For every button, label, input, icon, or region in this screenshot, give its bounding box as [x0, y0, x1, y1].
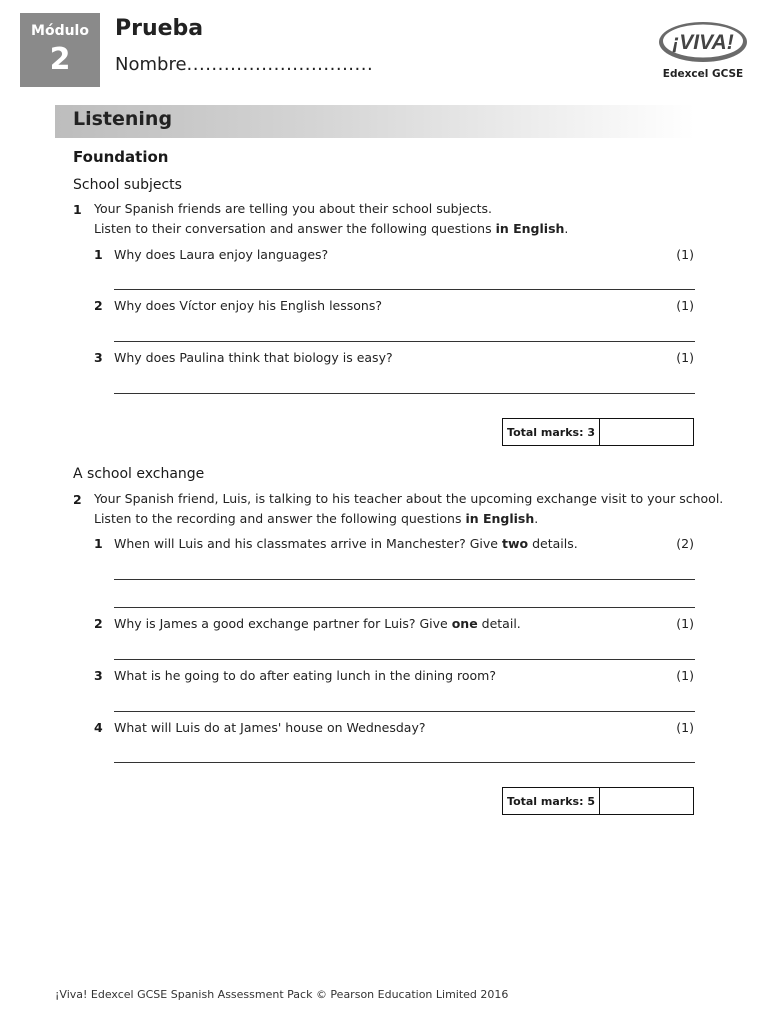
question-text: Why is James a good exchange partner for Luis? Give one detail. — [114, 616, 521, 631]
answer-line[interactable] — [114, 341, 695, 342]
question-text: Why does Víctor enjoy his English lessons? — [114, 298, 382, 313]
question-marks: (1) — [676, 247, 694, 262]
modulo-badge — [20, 13, 100, 87]
modulo-number: 2 — [49, 42, 71, 77]
total-marks-box — [502, 787, 694, 815]
question-number: 4 — [94, 720, 103, 735]
answer-line[interactable] — [114, 289, 695, 290]
answer-line[interactable] — [114, 579, 695, 580]
exercise1-number: 1 — [73, 202, 82, 217]
total-marks-label: Total marks: 5 — [503, 788, 600, 814]
exercise1-instruction-line2: Listen to their conversation and answer the following questions in English. — [94, 221, 569, 236]
exercise1-heading: School subjects — [73, 177, 182, 193]
exercise2-instruction-line1: Your Spanish friend, Luis, is talking to his teacher about the upcoming exchange visit to your school. — [94, 491, 724, 506]
name-field[interactable] — [115, 54, 373, 75]
question-marks: (1) — [676, 298, 694, 313]
question-text: What is he going to do after eating lunch in the dining room? — [114, 668, 496, 683]
question-number: 1 — [94, 247, 103, 262]
total-marks-label: Total marks: 3 — [503, 419, 600, 445]
total-marks-input[interactable] — [600, 788, 693, 814]
total-marks-input[interactable] — [600, 419, 693, 445]
page-footer: ¡Viva! Edexcel GCSE Spanish Assessment Pack © Pearson Education Limited 2016 — [55, 988, 509, 1001]
question-marks: (1) — [676, 720, 694, 735]
modulo-label: Módulo — [31, 23, 89, 39]
question-number: 3 — [94, 668, 103, 683]
question-text: What will Luis do at James' house on Wednesday? — [114, 720, 426, 735]
name-label: Nombre — [115, 54, 187, 75]
page-title: Prueba — [115, 16, 204, 41]
name-dots: .............................. — [186, 54, 374, 75]
level-heading: Foundation — [73, 148, 169, 166]
exercise2-instruction-line2: Listen to the recording and answer the following questions in English. — [94, 511, 539, 526]
question-text: Why does Laura enjoy languages? — [114, 247, 329, 262]
answer-line[interactable] — [114, 659, 695, 660]
logo-subtitle: Edexcel GCSE — [662, 68, 744, 80]
question-marks: (1) — [676, 668, 694, 683]
question-text: When will Luis and his classmates arrive in Manchester? Give two details. — [114, 536, 578, 551]
question-marks: (1) — [676, 350, 694, 365]
total-marks-box — [502, 418, 694, 446]
answer-line[interactable] — [114, 762, 695, 763]
question-marks: (2) — [676, 536, 694, 551]
exercise1-instruction-line1: Your Spanish friends are telling you about their school subjects. — [94, 201, 492, 216]
logo-text: ¡VIVA! — [672, 31, 734, 54]
question-number: 2 — [94, 616, 103, 631]
question-number: 1 — [94, 536, 103, 551]
section-title: Listening — [73, 108, 173, 130]
question-number: 3 — [94, 350, 103, 365]
question-number: 2 — [94, 298, 103, 313]
question-text: Why does Paulina think that biology is easy? — [114, 350, 393, 365]
question-marks: (1) — [676, 616, 694, 631]
exercise1-instructions — [94, 199, 568, 239]
answer-line[interactable] — [114, 393, 695, 394]
exercise2-number: 2 — [73, 492, 82, 507]
answer-line[interactable] — [114, 711, 695, 712]
exercise2-heading: A school exchange — [73, 466, 205, 482]
answer-line[interactable] — [114, 607, 695, 608]
exercise2-instructions — [94, 489, 723, 529]
